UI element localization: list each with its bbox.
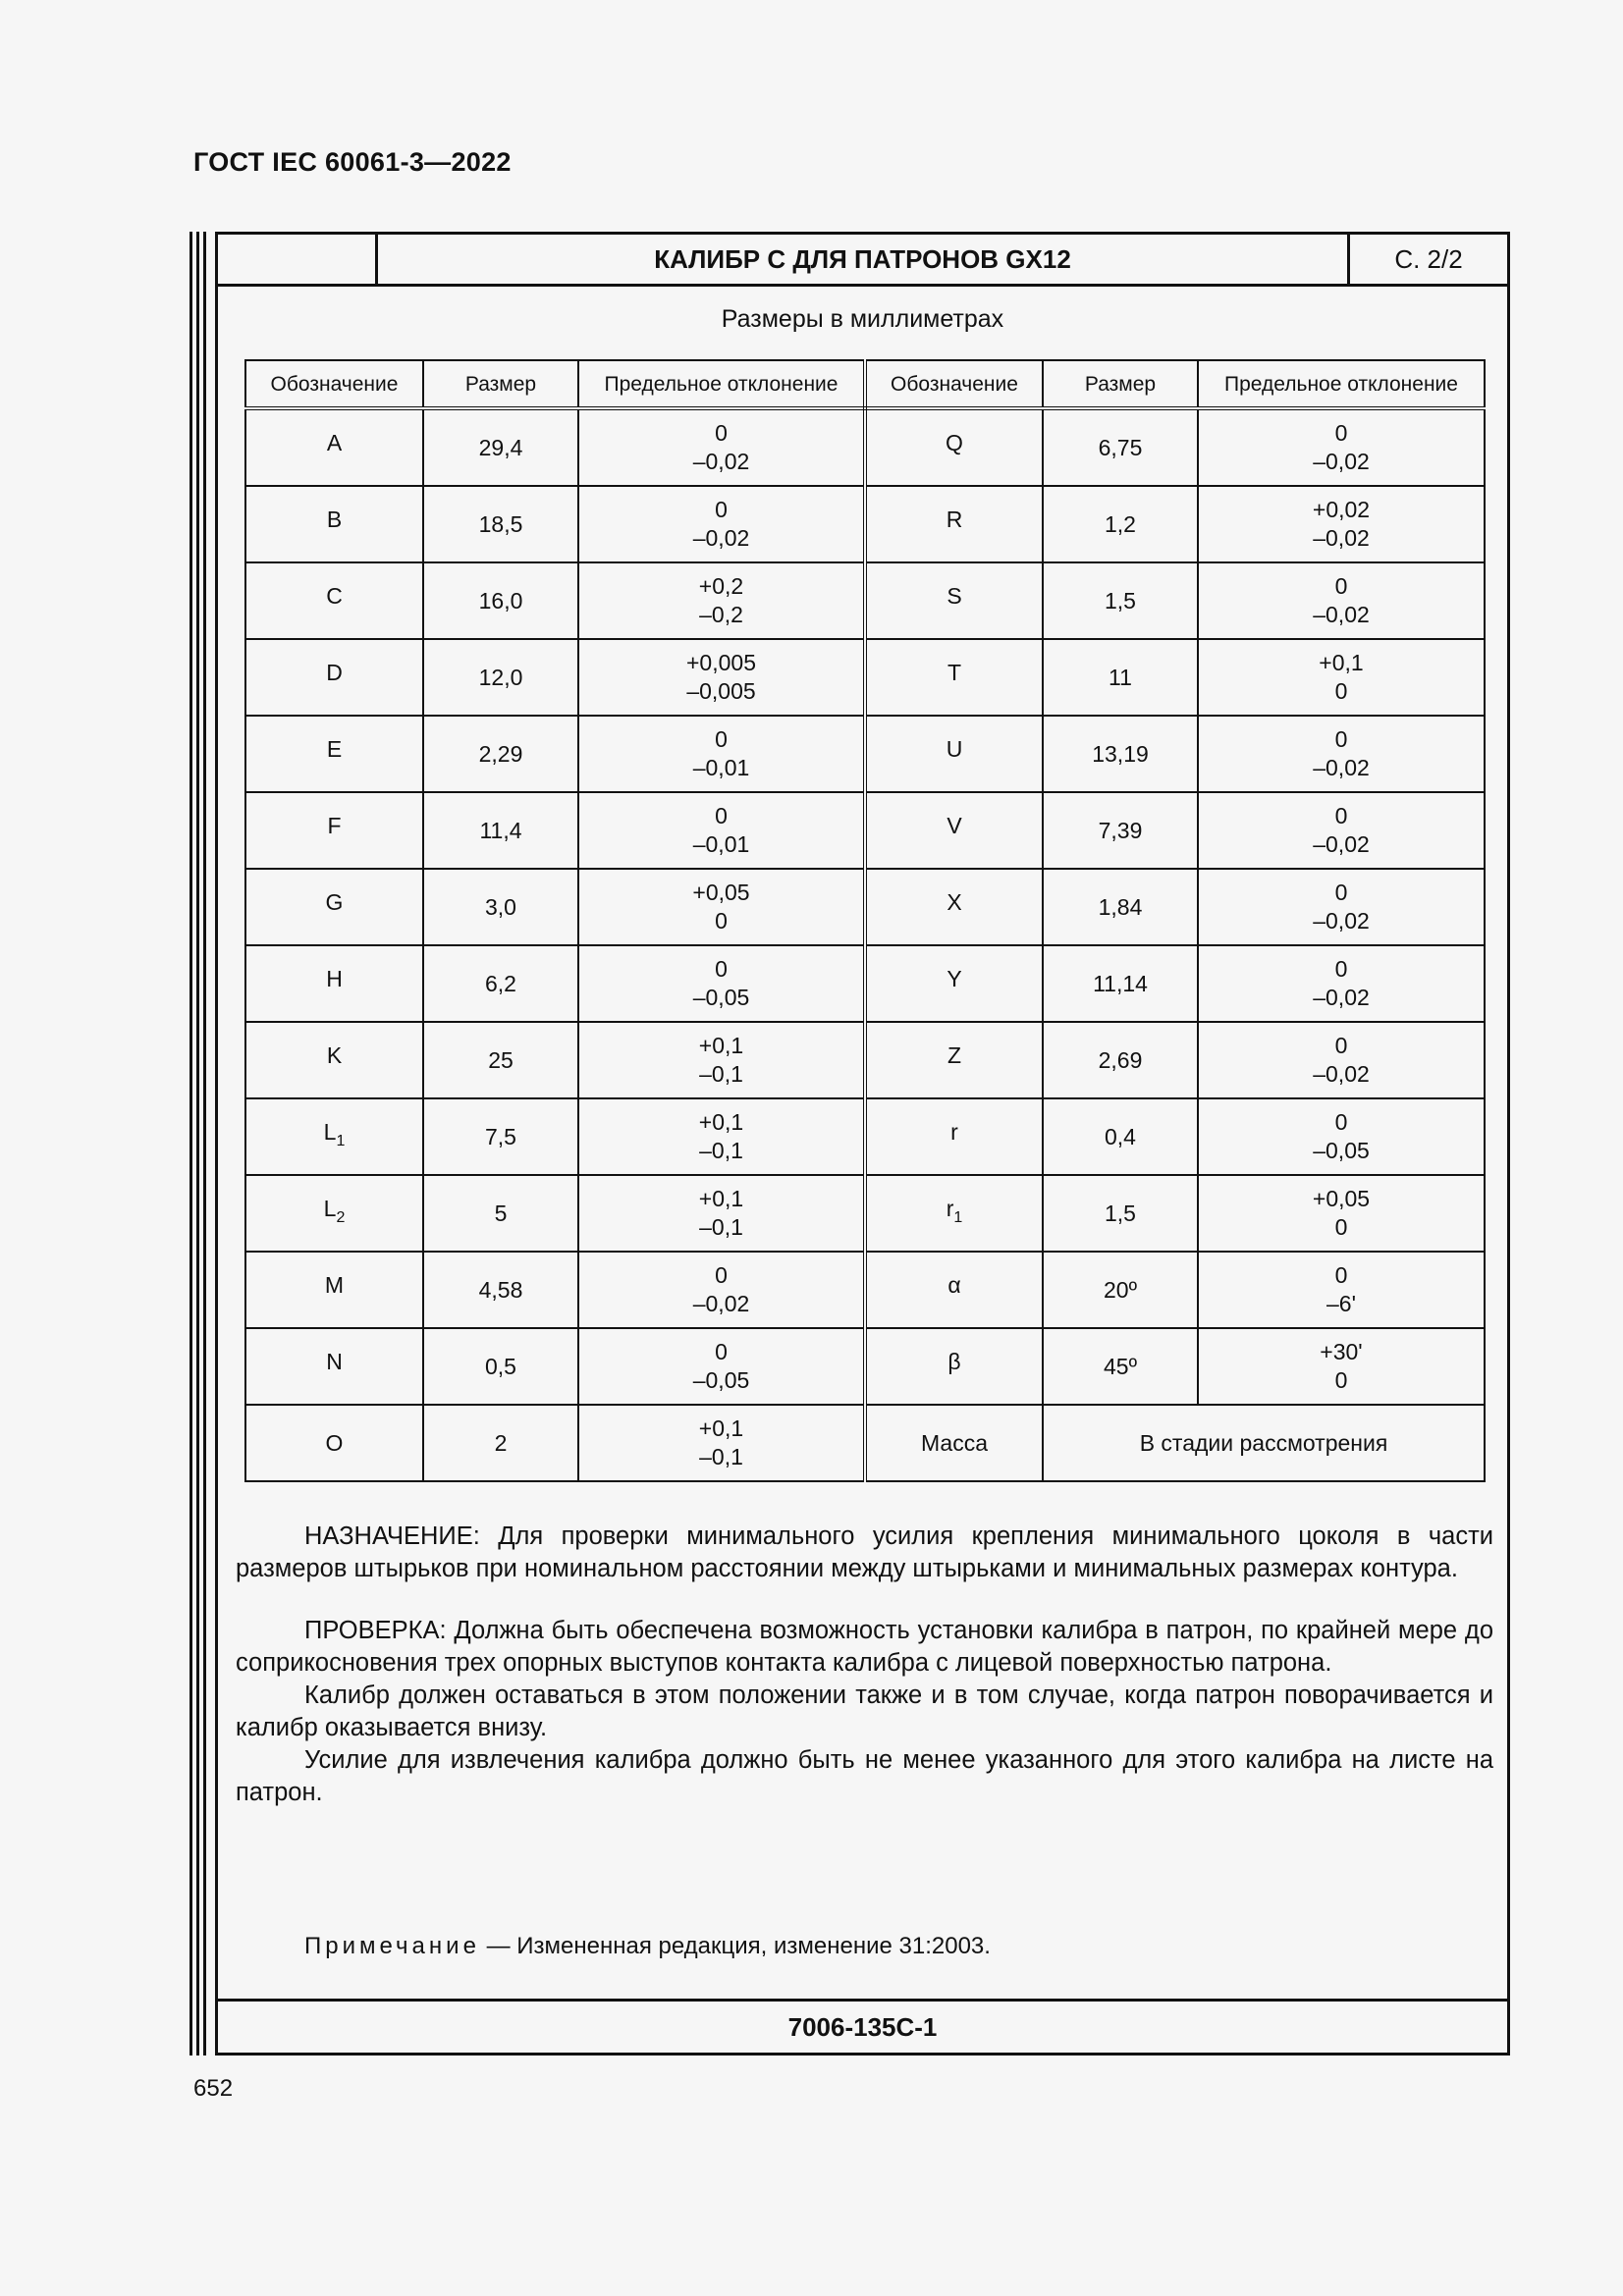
size-cell: 25 [423, 1022, 578, 1098]
designation-symbol: F [327, 813, 342, 838]
upper-deviation: 0 [715, 420, 728, 446]
table-header-row [245, 360, 1485, 408]
designation-cell [865, 562, 1043, 639]
size-cell: 29,4 [423, 408, 578, 486]
upper-deviation: +0,2 [698, 573, 744, 599]
designation-symbol: Q [946, 430, 963, 455]
designation-cell [245, 1328, 423, 1405]
dimensions-table [244, 359, 1486, 1482]
upper-deviation: +0,05 [692, 880, 750, 905]
title-row [218, 235, 1507, 287]
tolerance-cell [578, 1098, 865, 1175]
upper-deviation: 0 [1334, 420, 1348, 446]
size-cell: 0,5 [423, 1328, 578, 1405]
position-paragraph: Калибр должен оставаться в этом положении также и в том случае, когда патрон поворачивается и калибр оказывается внизу. [236, 1682, 1493, 1741]
designation-cell [865, 1252, 1043, 1328]
size-cell: 7,39 [1043, 792, 1198, 869]
header-size: Размер [423, 360, 578, 408]
document-header: ГОСТ IEC 60061-3—2022 [193, 147, 512, 177]
units-caption: Размеры в миллиметрах [721, 305, 1004, 333]
force-paragraph: Усилие для извлечения калибра должно быть не менее указанного для этого калибра на листе на патрон. [236, 1746, 1493, 1806]
designation-cell [245, 869, 423, 945]
upper-deviation: 0 [1334, 1109, 1348, 1135]
upper-deviation: 0 [1334, 880, 1348, 905]
lower-deviation: –0,02 [1313, 908, 1370, 934]
upper-deviation: 0 [1334, 956, 1348, 982]
lower-deviation: –0,05 [692, 1367, 750, 1393]
tolerance-cell [578, 486, 865, 562]
sheet-frame [215, 232, 1510, 2056]
designation-cell [245, 562, 423, 639]
tolerance-cell [1198, 562, 1485, 639]
designation-cell [245, 1022, 423, 1098]
designation-symbol: D [326, 660, 343, 685]
size-cell: 1,84 [1043, 869, 1198, 945]
upper-deviation: +0,02 [1312, 497, 1371, 522]
table-row [245, 869, 1485, 945]
designation-cell [865, 486, 1043, 562]
size-cell: 3,0 [423, 869, 578, 945]
designation-symbol: X [947, 889, 962, 915]
lower-deviation: –0,005 [686, 678, 756, 704]
size-cell: 7,5 [423, 1098, 578, 1175]
tolerance-cell [578, 562, 865, 639]
lower-deviation: –0,01 [692, 755, 750, 780]
tolerance-cell [578, 716, 865, 792]
tolerance-cell [1198, 1328, 1485, 1405]
designation-symbol: C [326, 583, 343, 609]
table-row [245, 1328, 1485, 1405]
upper-deviation: 0 [715, 497, 728, 522]
lower-deviation: –0,02 [692, 1291, 750, 1316]
designation-symbol: Z [947, 1042, 962, 1068]
designation-symbol: L [323, 1119, 337, 1145]
designation-cell [245, 792, 423, 869]
designation-symbol: T [947, 660, 962, 685]
header-designation: Обозначение [865, 360, 1043, 408]
header-tolerance: Предельное отклонение [578, 360, 865, 408]
check-paragraph: ПРОВЕРКА: Должна быть обеспечена возможность установки калибра в патрон, по крайней мере до соприкосновения трех опорных выступов контакта калибра с лицевой поверхностью патрона. [236, 1617, 1493, 1677]
tolerance-cell [578, 639, 865, 716]
table-row [245, 408, 1485, 486]
lower-deviation: –0,1 [699, 1444, 743, 1469]
size-cell: 18,5 [423, 486, 578, 562]
designation-symbol: U [946, 736, 963, 762]
upper-deviation: 0 [1334, 1262, 1348, 1288]
designation-symbol: r [946, 1196, 954, 1221]
designation-cell [865, 869, 1043, 945]
designation-subscript: 1 [953, 1209, 963, 1226]
size-cell: 20º [1043, 1252, 1198, 1328]
lower-deviation: –0,05 [1313, 1138, 1370, 1163]
upper-deviation: 0 [715, 956, 728, 982]
binding-bars [189, 232, 207, 2056]
lower-deviation: –0,05 [692, 985, 750, 1010]
tolerance-cell [1198, 869, 1485, 945]
size-cell: 13,19 [1043, 716, 1198, 792]
tolerance-cell [578, 1252, 865, 1328]
designation-symbol: G [325, 889, 344, 915]
size-cell: 6,75 [1043, 408, 1198, 486]
tolerance-cell [1198, 716, 1485, 792]
designation-symbol: M [324, 1272, 345, 1298]
designation-cell [245, 945, 423, 1022]
designation-cell [245, 639, 423, 716]
size-cell: 12,0 [423, 639, 578, 716]
size-cell: 2 [423, 1405, 578, 1481]
upper-deviation: +0,1 [698, 1415, 744, 1441]
designation-subscript: 1 [336, 1133, 346, 1149]
size-cell: 16,0 [423, 562, 578, 639]
mass-label: Масса [865, 1405, 1043, 1481]
designation-cell: O [245, 1405, 423, 1481]
tolerance-cell [1198, 1175, 1485, 1252]
description-text [236, 1521, 1493, 1809]
designation-cell [865, 1328, 1043, 1405]
designation-cell [865, 639, 1043, 716]
note [304, 1933, 991, 1960]
designation-symbol: r [950, 1119, 958, 1145]
lower-deviation: –0,02 [1313, 985, 1370, 1010]
table-row [245, 1098, 1485, 1175]
lower-deviation: –0,1 [699, 1138, 743, 1163]
note-label: Примечание [304, 1933, 480, 1959]
upper-deviation: +0,005 [686, 650, 756, 675]
upper-deviation: +0,1 [698, 1186, 744, 1211]
lower-deviation: –0,02 [1313, 831, 1370, 857]
lower-deviation: –0,02 [1313, 449, 1370, 474]
designation-cell [865, 1098, 1043, 1175]
purpose-paragraph: НАЗНАЧЕНИЕ: Для проверки минимального усилия крепления минимального цоколя в части размеров штырьков при номинальном расстоянии между штырьками и минимальных размерах контура. [236, 1522, 1493, 1582]
upper-deviation: 0 [715, 1262, 728, 1288]
size-cell: 4,58 [423, 1252, 578, 1328]
table-row [245, 1252, 1485, 1328]
upper-deviation: +30' [1320, 1339, 1363, 1364]
upper-deviation: +0,05 [1312, 1186, 1371, 1211]
designation-symbol: A [326, 430, 343, 455]
designation-symbol: K [326, 1042, 343, 1068]
lower-deviation: –0,02 [692, 449, 750, 474]
designation-cell [245, 1252, 423, 1328]
lower-deviation: –0,02 [1313, 755, 1370, 780]
designation-cell [865, 408, 1043, 486]
upper-deviation: 0 [715, 726, 728, 752]
sheet-title: КАЛИБР C ДЛЯ ПАТРОНОВ GX12 [654, 243, 1071, 274]
table-row [245, 1175, 1485, 1252]
tolerance-cell [1198, 945, 1485, 1022]
header-designation: Обозначение [245, 360, 423, 408]
designation-symbol: R [946, 507, 963, 532]
lower-deviation: –6' [1326, 1291, 1356, 1316]
size-cell: 5 [423, 1175, 578, 1252]
lower-deviation: 0 [1334, 678, 1348, 704]
lower-deviation: 0 [1334, 1214, 1348, 1240]
upper-deviation: +0,1 [1319, 650, 1364, 675]
tolerance-cell [578, 869, 865, 945]
designation-symbol: β [947, 1349, 961, 1374]
upper-deviation: 0 [715, 803, 728, 828]
tolerance-cell [578, 792, 865, 869]
size-cell: 45º [1043, 1328, 1198, 1405]
lower-deviation: –0,2 [699, 602, 743, 627]
size-cell: 1,2 [1043, 486, 1198, 562]
size-cell: 1,5 [1043, 1175, 1198, 1252]
table-row [245, 486, 1485, 562]
table-row [245, 1405, 1485, 1481]
designation-symbol: B [326, 507, 343, 532]
lower-deviation: –0,02 [1313, 602, 1370, 627]
designation-symbol: E [326, 736, 343, 762]
tolerance-cell [578, 1405, 865, 1481]
lower-deviation: 0 [715, 908, 728, 934]
table-row [245, 639, 1485, 716]
designation-symbol: α [947, 1272, 961, 1298]
designation-cell [865, 1175, 1043, 1252]
designation-cell [245, 486, 423, 562]
upper-deviation: 0 [1334, 803, 1348, 828]
designation-cell [245, 1175, 423, 1252]
size-cell: 2,69 [1043, 1022, 1198, 1098]
lower-deviation: –0,1 [699, 1061, 743, 1087]
header-tolerance: Предельное отклонение [1198, 360, 1485, 408]
tolerance-cell [578, 1022, 865, 1098]
designation-cell [865, 945, 1043, 1022]
upper-deviation: 0 [1334, 573, 1348, 599]
designation-cell [245, 716, 423, 792]
tolerance-cell [578, 1328, 865, 1405]
upper-deviation: 0 [715, 1339, 728, 1364]
designation-cell [245, 1098, 423, 1175]
designation-cell [865, 792, 1043, 869]
size-cell: 11,14 [1043, 945, 1198, 1022]
lower-deviation: 0 [1334, 1367, 1348, 1393]
size-cell: 2,29 [423, 716, 578, 792]
table-row [245, 716, 1485, 792]
tolerance-cell [578, 1175, 865, 1252]
tolerance-cell [578, 408, 865, 486]
table-row [245, 562, 1485, 639]
size-cell: 1,5 [1043, 562, 1198, 639]
designation-symbol: H [326, 966, 343, 991]
upper-deviation: 0 [1334, 1033, 1348, 1058]
size-cell: 0,4 [1043, 1098, 1198, 1175]
header-size: Размер [1043, 360, 1198, 408]
designation-symbol: L [323, 1196, 337, 1221]
page-number: 652 [193, 2075, 234, 2102]
upper-deviation: 0 [1334, 726, 1348, 752]
size-cell: 11 [1043, 639, 1198, 716]
lower-deviation: –0,02 [1313, 525, 1370, 551]
tolerance-cell [1198, 486, 1485, 562]
upper-deviation: +0,1 [698, 1109, 744, 1135]
table-row [245, 945, 1485, 1022]
tolerance-cell [578, 945, 865, 1022]
sheet-page: С. 2/2 [1347, 235, 1507, 284]
lower-deviation: –0,02 [692, 525, 750, 551]
tolerance-cell [1198, 1022, 1485, 1098]
size-cell: 11,4 [423, 792, 578, 869]
tolerance-cell [1198, 1098, 1485, 1175]
upper-deviation: +0,1 [698, 1033, 744, 1058]
note-text: — Измененная редакция, изменение 31:2003. [479, 1933, 991, 1959]
designation-cell [245, 408, 423, 486]
sheet-code: 7006-135C-1 [218, 1999, 1507, 2053]
mass-value: В стадии рассмотрения [1043, 1405, 1485, 1481]
lower-deviation: –0,1 [699, 1214, 743, 1240]
table-row [245, 792, 1485, 869]
tolerance-cell [1198, 408, 1485, 486]
tolerance-cell [1198, 792, 1485, 869]
table-row [245, 1022, 1485, 1098]
designation-symbol: S [947, 583, 962, 609]
lower-deviation: –0,01 [692, 831, 750, 857]
title-left-cell [218, 235, 378, 284]
designation-cell [865, 1022, 1043, 1098]
designation-cell [865, 716, 1043, 792]
designation-subscript: 2 [336, 1209, 346, 1226]
size-cell: 6,2 [423, 945, 578, 1022]
tolerance-cell [1198, 1252, 1485, 1328]
designation-symbol: V [947, 813, 962, 838]
lower-deviation: –0,02 [1313, 1061, 1370, 1087]
tolerance-cell [1198, 639, 1485, 716]
designation-symbol: N [326, 1349, 343, 1374]
designation-symbol: Y [947, 966, 962, 991]
